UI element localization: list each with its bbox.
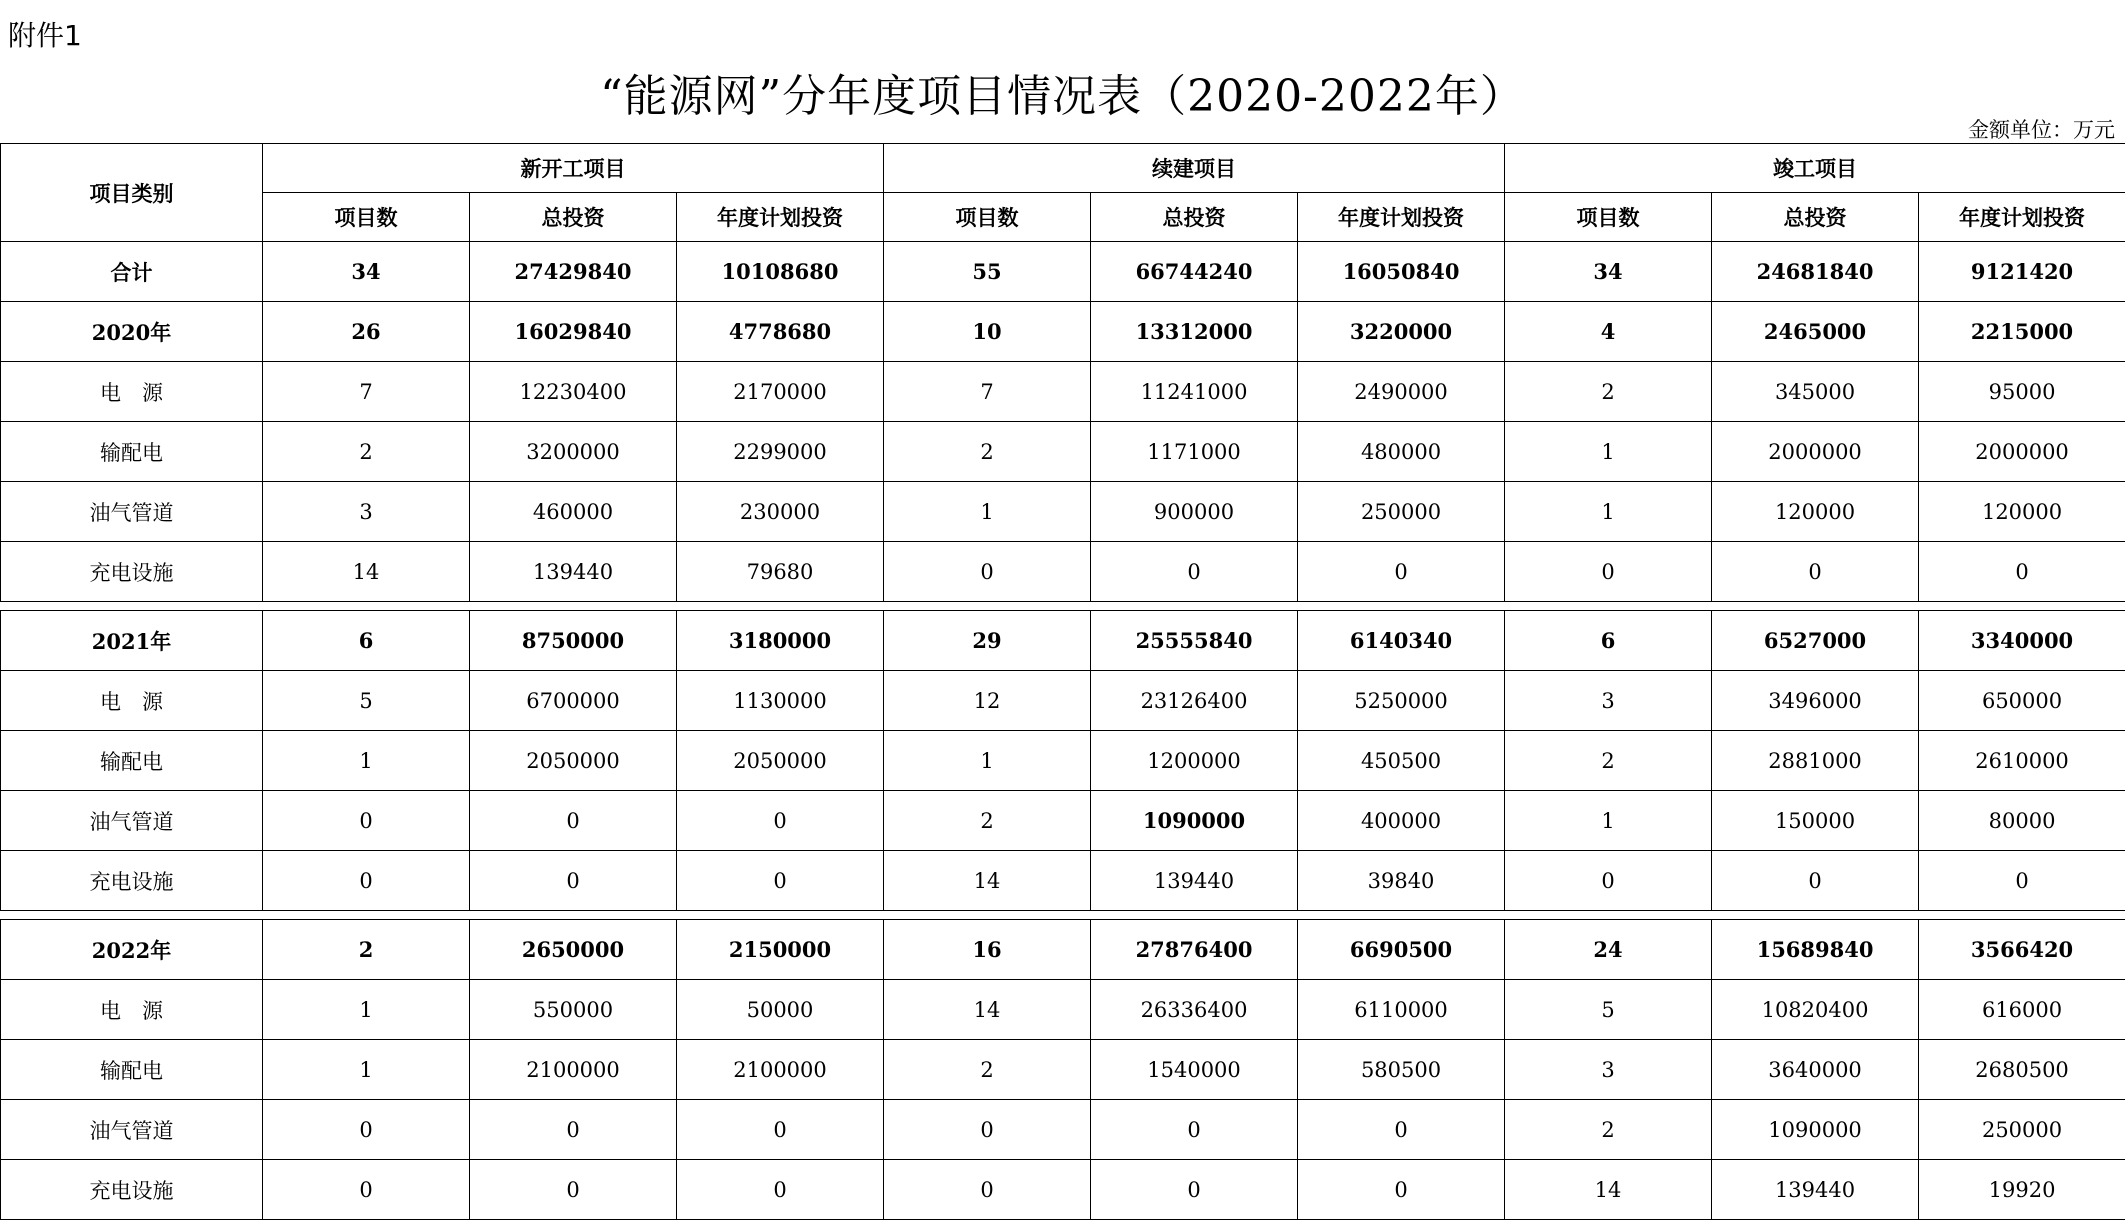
separator-cell: [1, 602, 2125, 611]
table-row: [1, 671, 2125, 731]
row-label: 输配电: [1, 731, 263, 791]
table-cell: 39840: [1298, 851, 1505, 911]
table-row: [1, 422, 2125, 482]
table-cell: 900000: [1091, 482, 1298, 542]
table-row: [1, 302, 2125, 362]
table-cell: 34: [263, 242, 470, 302]
table-cell: 0: [470, 791, 677, 851]
table-cell: 26: [263, 302, 470, 362]
table-row: [1, 611, 2125, 671]
row-label: 油气管道: [1, 791, 263, 851]
table-row: [1, 791, 2125, 851]
table-cell: 0: [677, 1100, 884, 1160]
table-cell: 4778680: [677, 302, 884, 362]
header-sub: 总投资: [1091, 193, 1298, 242]
row-label: 充电设施: [1, 851, 263, 911]
table-cell: 6527000: [1712, 611, 1919, 671]
table-cell: 6140340: [1298, 611, 1505, 671]
table-cell: 24: [1505, 920, 1712, 980]
table-cell: 0: [263, 851, 470, 911]
table-cell: 0: [263, 791, 470, 851]
table-cell: 2490000: [1298, 362, 1505, 422]
table-cell: 95000: [1919, 362, 2125, 422]
table-cell: 66744240: [1091, 242, 1298, 302]
table-cell: 2: [884, 1040, 1091, 1100]
table-cell: 139440: [470, 542, 677, 602]
table-cell: 6: [263, 611, 470, 671]
table-cell: 0: [677, 851, 884, 911]
row-label: 合计: [1, 242, 263, 302]
table-row: [1, 731, 2125, 791]
table-cell: 27876400: [1091, 920, 1298, 980]
table-cell: 3496000: [1712, 671, 1919, 731]
table-cell: 550000: [470, 980, 677, 1040]
row-label: 油气管道: [1, 482, 263, 542]
header-sub: 项目数: [884, 193, 1091, 242]
table-cell: 26336400: [1091, 980, 1298, 1040]
table-cell: 1540000: [1091, 1040, 1298, 1100]
table-cell: 450500: [1298, 731, 1505, 791]
annex-label: 附件1: [8, 19, 82, 52]
table-cell: 80000: [1919, 791, 2125, 851]
table-cell: 345000: [1712, 362, 1919, 422]
table-cell: 5250000: [1298, 671, 1505, 731]
table-cell: 230000: [677, 482, 884, 542]
table-cell: 460000: [470, 482, 677, 542]
table-cell: 250000: [1298, 482, 1505, 542]
table-cell: 34: [1505, 242, 1712, 302]
table-cell: 1: [1505, 422, 1712, 482]
table-cell: 0: [677, 791, 884, 851]
table-cell: 2050000: [677, 731, 884, 791]
row-label: 2022年: [1, 920, 263, 980]
table-cell: 6690500: [1298, 920, 1505, 980]
table-row: [1, 1100, 2125, 1160]
table-cell: 14: [884, 980, 1091, 1040]
table-cell: 3: [263, 482, 470, 542]
row-label: 电 源: [1, 980, 263, 1040]
table-cell: 2: [1505, 731, 1712, 791]
table-cell: 0: [1091, 542, 1298, 602]
header-group-continuing: 续建项目: [884, 144, 1505, 193]
header-sub: 年度计划投资: [677, 193, 884, 242]
section-separator: [1, 602, 2125, 611]
table-cell: 3: [1505, 671, 1712, 731]
table-cell: 580500: [1298, 1040, 1505, 1100]
table-cell: 2610000: [1919, 731, 2125, 791]
project-table: [0, 143, 2125, 1220]
table-cell: 5: [263, 671, 470, 731]
table-row: [1, 362, 2125, 422]
table-cell: 0: [1919, 542, 2125, 602]
table-cell: 0: [470, 1100, 677, 1160]
table-row: [1, 1040, 2125, 1100]
table-cell: 5: [1505, 980, 1712, 1040]
table-cell: 15689840: [1712, 920, 1919, 980]
row-label: 输配电: [1, 1040, 263, 1100]
table-cell: 0: [677, 1160, 884, 1220]
table-cell: 480000: [1298, 422, 1505, 482]
table-cell: 1090000: [1712, 1100, 1919, 1160]
table-cell: 16050840: [1298, 242, 1505, 302]
table-cell: 0: [1712, 542, 1919, 602]
row-label: 输配电: [1, 422, 263, 482]
table-cell: 0: [1298, 1100, 1505, 1160]
table-cell: 3220000: [1298, 302, 1505, 362]
table-cell: 0: [470, 851, 677, 911]
table-cell: 2: [263, 422, 470, 482]
separator-cell: [1, 911, 2125, 920]
table-cell: 3340000: [1919, 611, 2125, 671]
table-cell: 1: [1505, 482, 1712, 542]
table-cell: 2: [1505, 1100, 1712, 1160]
table-cell: 16: [884, 920, 1091, 980]
table-cell: 650000: [1919, 671, 2125, 731]
table-cell: 2000000: [1712, 422, 1919, 482]
table-cell: 14: [263, 542, 470, 602]
row-label: 充电设施: [1, 542, 263, 602]
table-cell: 1200000: [1091, 731, 1298, 791]
table-cell: 0: [470, 1160, 677, 1220]
header-group-completed: 竣工项目: [1505, 144, 2125, 193]
table-cell: 400000: [1298, 791, 1505, 851]
table-cell: 2100000: [470, 1040, 677, 1100]
table-cell: 19920: [1919, 1160, 2125, 1220]
table-cell: 1: [263, 1040, 470, 1100]
table-row: [1, 920, 2125, 980]
table-cell: 0: [884, 542, 1091, 602]
table-cell: 2680500: [1919, 1040, 2125, 1100]
table-cell: 0: [1505, 851, 1712, 911]
table-cell: 12230400: [470, 362, 677, 422]
table-cell: 0: [263, 1100, 470, 1160]
table-cell: 139440: [1712, 1160, 1919, 1220]
table-cell: 2: [263, 920, 470, 980]
header-sub: 总投资: [1712, 193, 1919, 242]
table-row: [1, 1160, 2125, 1220]
table-cell: 4: [1505, 302, 1712, 362]
table-cell: 7: [884, 362, 1091, 422]
table-cell: 10820400: [1712, 980, 1919, 1040]
table-cell: 55: [884, 242, 1091, 302]
table-cell: 0: [263, 1160, 470, 1220]
row-label: 2020年: [1, 302, 263, 362]
table-cell: 6: [1505, 611, 1712, 671]
table-cell: 8750000: [470, 611, 677, 671]
header-category: 项目类别: [1, 144, 263, 242]
table-cell: 7: [263, 362, 470, 422]
table-cell: 2050000: [470, 731, 677, 791]
table-cell: 16029840: [470, 302, 677, 362]
header-sub: 项目数: [1505, 193, 1712, 242]
table-cell: 11241000: [1091, 362, 1298, 422]
table-cell: 2215000: [1919, 302, 2125, 362]
table-cell: 2170000: [677, 362, 884, 422]
table-cell: 0: [1919, 851, 2125, 911]
table-cell: 0: [1298, 1160, 1505, 1220]
table-cell: 2: [884, 791, 1091, 851]
table-cell: 2881000: [1712, 731, 1919, 791]
table-cell: 2100000: [677, 1040, 884, 1100]
table-cell: 2: [1505, 362, 1712, 422]
table-cell: 79680: [677, 542, 884, 602]
table-cell: 1: [1505, 791, 1712, 851]
table-cell: 3200000: [470, 422, 677, 482]
table-cell: 27429840: [470, 242, 677, 302]
table-cell: 10108680: [677, 242, 884, 302]
table-cell: 0: [1091, 1100, 1298, 1160]
table-cell: 9121420: [1919, 242, 2125, 302]
table-row: [1, 482, 2125, 542]
table-cell: 6110000: [1298, 980, 1505, 1040]
table-cell: 2150000: [677, 920, 884, 980]
header-sub: 年度计划投资: [1919, 193, 2125, 242]
table-cell: 139440: [1091, 851, 1298, 911]
row-label: 电 源: [1, 362, 263, 422]
table-cell: 2299000: [677, 422, 884, 482]
table-cell: 0: [884, 1100, 1091, 1160]
header-sub: 项目数: [263, 193, 470, 242]
table-cell: 2650000: [470, 920, 677, 980]
header-sub: 年度计划投资: [1298, 193, 1505, 242]
table-cell: 0: [1091, 1160, 1298, 1220]
table-cell: 150000: [1712, 791, 1919, 851]
table-cell: 3566420: [1919, 920, 2125, 980]
table-cell: 24681840: [1712, 242, 1919, 302]
table-cell: 616000: [1919, 980, 2125, 1040]
table-cell: 1: [263, 980, 470, 1040]
table-row: [1, 851, 2125, 911]
table-cell: 1171000: [1091, 422, 1298, 482]
table-cell: 2465000: [1712, 302, 1919, 362]
table-row: [1, 242, 2125, 302]
page-title: “能源网”分年度项目情况表（2020-2022年）: [600, 71, 1525, 122]
table-cell: 3: [1505, 1040, 1712, 1100]
table-cell: 6700000: [470, 671, 677, 731]
table-cell: 23126400: [1091, 671, 1298, 731]
table-cell: 0: [1298, 542, 1505, 602]
table-cell: 1: [263, 731, 470, 791]
table-cell: 14: [1505, 1160, 1712, 1220]
row-label: 充电设施: [1, 1160, 263, 1220]
table-cell: 120000: [1712, 482, 1919, 542]
table-cell: 1090000: [1091, 791, 1298, 851]
table-cell: 2: [884, 422, 1091, 482]
table-row: [1, 542, 2125, 602]
section-separator: [1, 911, 2125, 920]
table-cell: 29: [884, 611, 1091, 671]
table-cell: 1: [884, 482, 1091, 542]
table-cell: 14: [884, 851, 1091, 911]
unit-note: 金额单位：万元: [1968, 118, 2115, 142]
table-cell: 50000: [677, 980, 884, 1040]
table-cell: 250000: [1919, 1100, 2125, 1160]
table-cell: 120000: [1919, 482, 2125, 542]
header-group-new: 新开工项目: [263, 144, 884, 193]
table-cell: 13312000: [1091, 302, 1298, 362]
table-cell: 10: [884, 302, 1091, 362]
table-cell: 1: [884, 731, 1091, 791]
table-cell: 3180000: [677, 611, 884, 671]
table-cell: 25555840: [1091, 611, 1298, 671]
table-cell: 0: [1712, 851, 1919, 911]
header-sub: 总投资: [470, 193, 677, 242]
row-label: 2021年: [1, 611, 263, 671]
row-label: 油气管道: [1, 1100, 263, 1160]
table-cell: 12: [884, 671, 1091, 731]
table-cell: 0: [884, 1160, 1091, 1220]
table-cell: 2000000: [1919, 422, 2125, 482]
table-cell: 1130000: [677, 671, 884, 731]
row-label: 电 源: [1, 671, 263, 731]
table-cell: 3640000: [1712, 1040, 1919, 1100]
table-cell: 0: [1505, 542, 1712, 602]
table-row: [1, 980, 2125, 1040]
